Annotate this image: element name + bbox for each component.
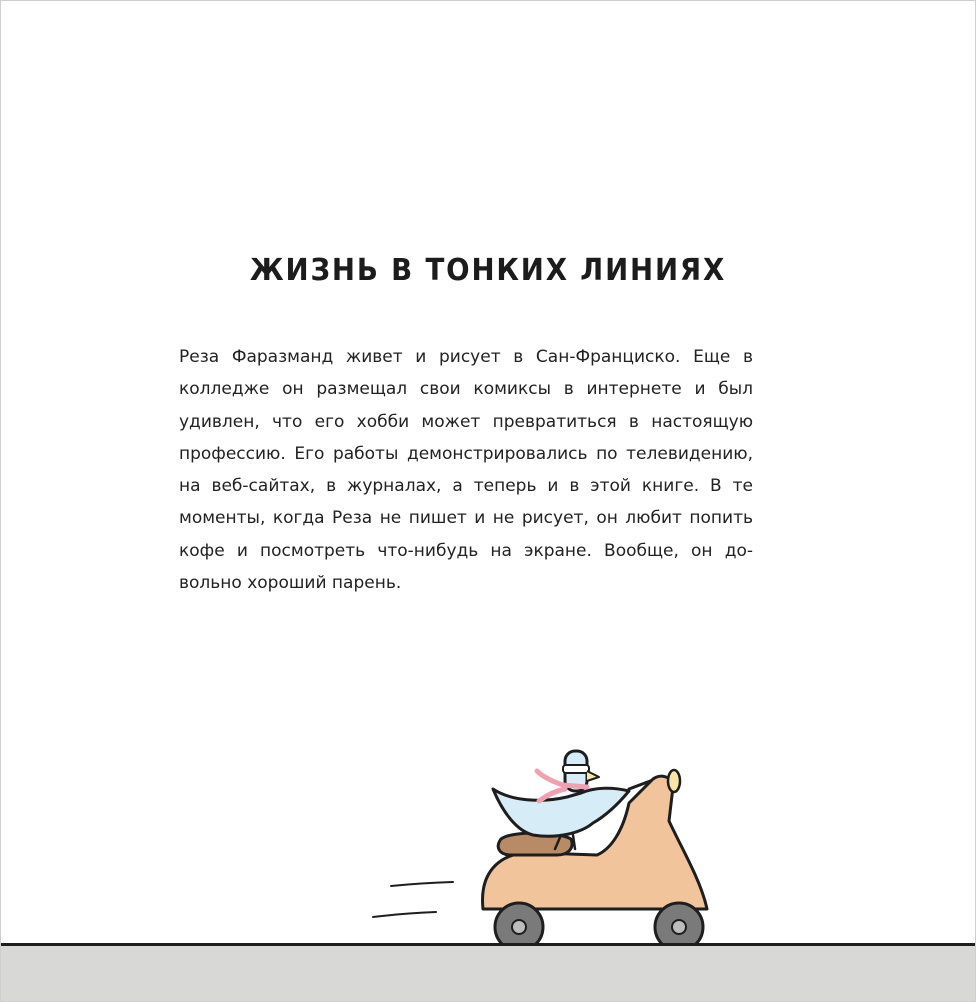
- bird-body: [493, 788, 629, 836]
- author-bio-paragraph: Реза Фаразманд живет и рисует в Сан-Франциско. Еще в колледже он размещал свои комиксы в интернете и был удивлен, что его хобби может превратиться в настоящую профессию. Его работы демонстрировались по телевидению, на веб-сайтах, в журналах, а теперь и в этой книге. В те моменты, когда Реза не пишет и не рисует, он любит попить кофе и посмотреть что-нибудь на экране. Вообще, он довольно хороший парень.: [179, 347, 753, 594]
- bird-beak: [587, 771, 599, 781]
- bird-goggles: [563, 765, 589, 773]
- ground: [1, 943, 976, 1002]
- scooter-rear-hub: [512, 920, 526, 934]
- speed-line-lower: [373, 912, 436, 917]
- speed-line-upper: [391, 882, 453, 886]
- scooter-front-hub: [672, 920, 686, 934]
- bird-on-scooter-illustration: [361, 731, 741, 961]
- scooter-headlamp: [668, 770, 680, 792]
- page-title: ЖИЗНЬ В ТОНКИХ ЛИНИЯХ: [249, 253, 727, 288]
- ground-line: [1, 943, 976, 946]
